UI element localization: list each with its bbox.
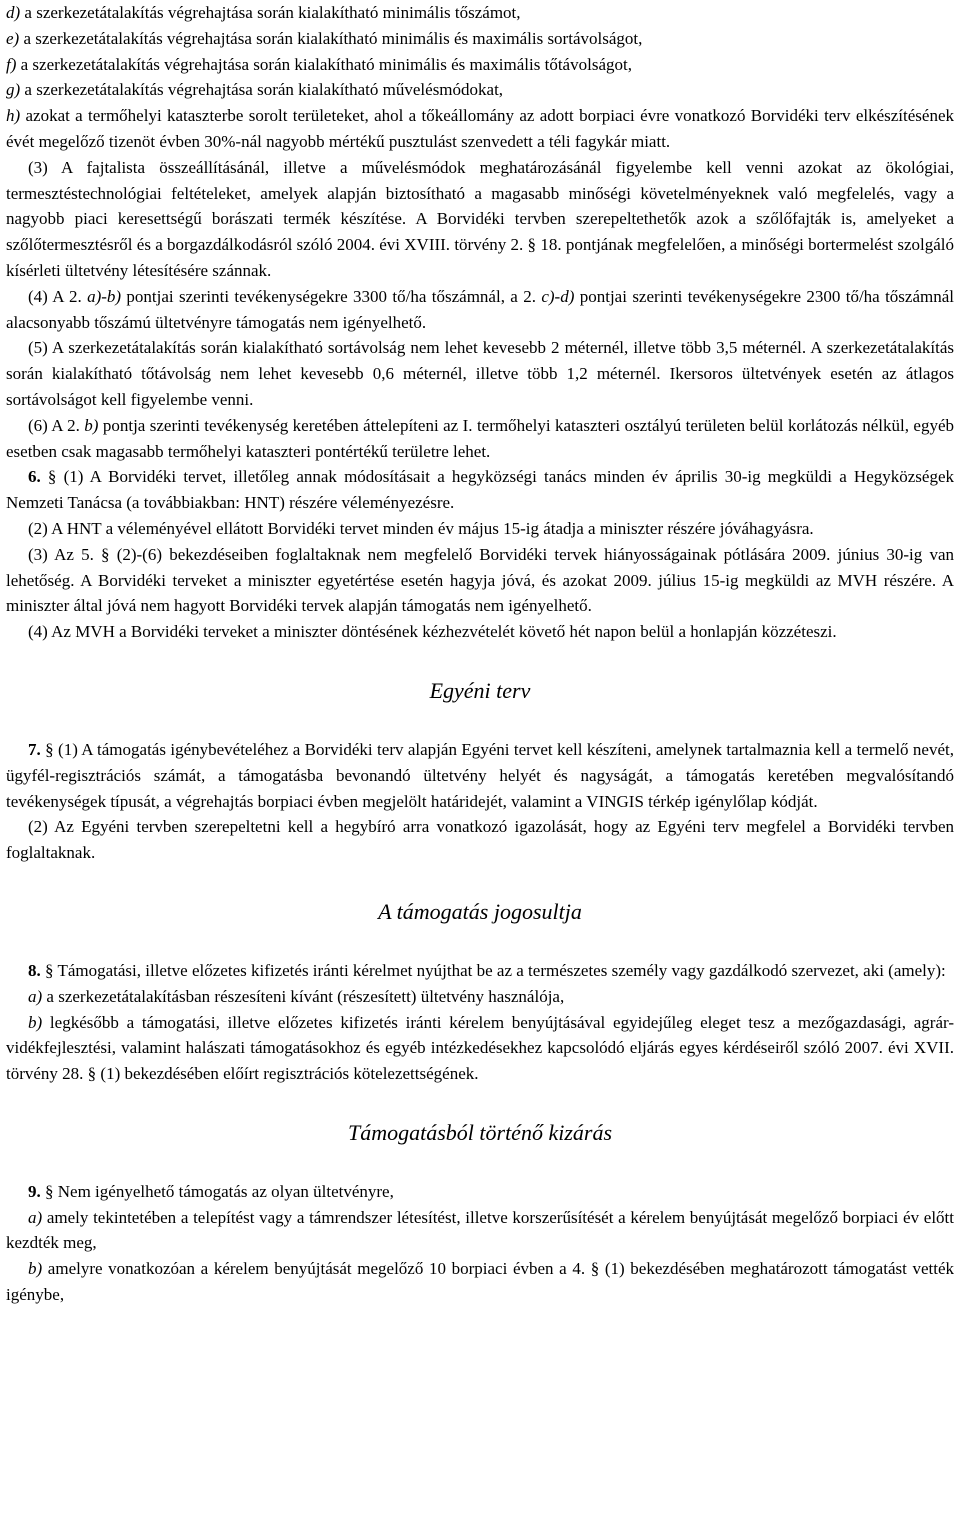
list-item-e: e) a szerkezetátalakítás végrehajtása során kialakítható minimális és maximális sortávolságot,: [6, 28, 643, 48]
section-6-paragraph-1: 6. § (1) A Borvidéki tervet, illetőleg annak módosításait a hegyközségi tanács minden év április 30-ig megküldi a Hegyközségek Nemzeti Tanácsa (a továbbiakban: HNT) részére véleményezésre.: [6, 467, 954, 513]
section-6-paragraph-2: (2) A HNT a véleményével ellátott Borvidéki tervet minden év május 15-ig átadja a miniszter részére jóváhagyásra.: [28, 518, 814, 538]
section-9-item-a: a) amely tekintetében a telepítést vagy a támrendszer létesítést, illetve korszerűsítését a kérelem benyújtását megelőző borpiaci év előtt kezdték meg,: [6, 1207, 954, 1253]
section-8-item-b: b) legkésőbb a támogatási, illetve előzetes kifizetés iránti kérelem benyújtásával egyidejűleg eleget tesz a mezőgazdasági, agrár-vidékfejlesztési, valamint halászati támogatásokhoz és egyéb intézkedésekhez kapcsolódó eljárás egyes kérdéseiről szóló 2007. évi XVII. törvény 28. § (1) bekezdésében előírt regisztrációs kötelezettségének.: [6, 1012, 954, 1084]
section-heading: Egyéni terv: [429, 677, 531, 703]
list-item-f: f) a szerkezetátalakítás végrehajtása során kialakítható minimális és maximális tőtávolságot,: [6, 54, 632, 74]
paragraph-6: (6) A 2. b) pontja szerinti tevékenység keretében áttelepíteni az I. termőhelyi kataszteri osztályú területen belül korlátozás nélkül, egyéb esetben csak magasabb termőhelyi kataszteri pontértékű területre lehet.: [6, 415, 954, 461]
section-6-paragraph-3: (3) Az 5. § (2)-(6) bekezdéseiben foglaltaknak nem megfelelő Borvidéki tervek hiányosságainak pótlására 2009. június 30-ig van lehetőség. A Borvidéki terveket a miniszter egyetértése esetén hagyja jóvá, és azokat 2009. július 15-ig megküldi az MVH részére. A miniszter által jóvá nem hagyott Borvidéki tervek alapján támogatás nem igényelhető.: [6, 544, 954, 616]
section-9-item-b: b) amelyre vonatkozóan a kérelem benyújtását megelőző 10 borpiaci évben a 4. § (1) bekezdésében meghatározott támogatást vették igénybe,: [6, 1259, 954, 1305]
section-number: 7.: [28, 739, 41, 759]
section-8-paragraph-1: 8. § Támogatási, illetve előzetes kifizetés iránti kérelmet nyújthat be az a természetes személy vagy gazdálkodó szervezet, aki (amely):: [28, 960, 946, 980]
section-7-paragraph-1: 7. § (1) A támogatás igénybevételéhez a Borvidéki terv alapján Egyéni tervet kell készíteni, amelynek tartalmaznia kell a termelő nevét, ügyfél-regisztrációs számát, a támogatásba bevonandó ültetvény helyét és nagyságát, a támogatás keretében megvalósítandó tevékenységek típusát, a végrehajtás borpiaci évben megjelölt határidejét, valamint a VINGIS térkép igénylőlap kódját.: [6, 739, 954, 811]
section-heading: A támogatás jogosultja: [378, 898, 582, 924]
section-6-paragraph-4: (4) Az MVH a Borvidéki terveket a miniszter döntésének kézhezvételét követő hét napon belül a honlapján közzéteszi.: [28, 622, 837, 642]
section-8-item-a: a) a szerkezetátalakításban részesíteni kívánt (részesített) ültetvény használója,: [28, 986, 565, 1006]
list-item-d: d) a szerkezetátalakítás végrehajtása során kialakítható minimális tőszámot,: [6, 3, 521, 22]
paragraph-3: (3) A fajtalista összeállításánál, illetve a művelésmódok meghatározásánál figyelembe kell venni azokat az ökológiai, termesztéstechnológiai feltételeket, amelyek alapján biztosítható a magasabb minőségi követelményeknek való megfelelés, vagy a nagyobb piaci keresettségű borászati termék készítése. A Borvidéki tervben szerepeltethetők azok a szőlőfajták is, amelyeket a szőlőtermesztésről és a borgazdálkodásról szóló 2004. évi XVIII. törvény 2. § 18. pontjának megfelelően, a minőségi bortermelést szolgáló kísérleti ültetvény létesítésére szánnak.: [6, 157, 954, 280]
list-item-g: g) a szerkezetátalakítás végrehajtása során kialakítható művelésmódokat,: [6, 80, 504, 100]
section-heading: Támogatásból történő kizárás: [347, 1119, 613, 1145]
section-7-paragraph-2: (2) Az Egyéni tervben szerepeltetni kell a hegybíró arra vonatkozó igazolását, hogy az Egyéni terv megfelel a Borvidéki tervben foglaltaknak.: [6, 817, 954, 863]
section-number: 6.: [28, 467, 41, 487]
paragraph-5: (5) A szerkezetátalakítás során kialakítható sortávolság nem lehet kevesebb 2 méternél, illetve több 3,5 méternél. A szerkezetátalakítás során kialakítható tőtávolság nem lehet kevesebb 0,6 méternél, illetve több 1,2 méternél. Ikersoros ültetvények esetén az átlagos sortávolságot kell figyelembe venni.: [6, 338, 954, 409]
section-number: 9.: [28, 1181, 41, 1201]
paragraph-4: (4) A 2. a)-b) pontjai szerinti tevékenységekre 3300 tő/ha tőszámnál, a 2. c)-d) pontjai szerinti tevékenységekre 2300 tő/ha tőszámnál alacsonyabb tőszámú ültetvényre támogatás nem igényelhető.: [6, 286, 955, 332]
section-9-paragraph-1: 9. § Nem igényelhető támogatás az olyan ültetvényre,: [28, 1181, 394, 1201]
list-item-h: h) azokat a termőhelyi kataszterbe sorolt területeket, ahol a tőkeállomány az adott borpiaci évre vonatkozó Borvidéki terv elkészítésének évét megelőző tizenöt évben 30%-nál nagyobb mértékű pusztulást szenvedett a téli fagykár miatt.: [6, 106, 954, 151]
section-number: 8.: [28, 960, 41, 980]
